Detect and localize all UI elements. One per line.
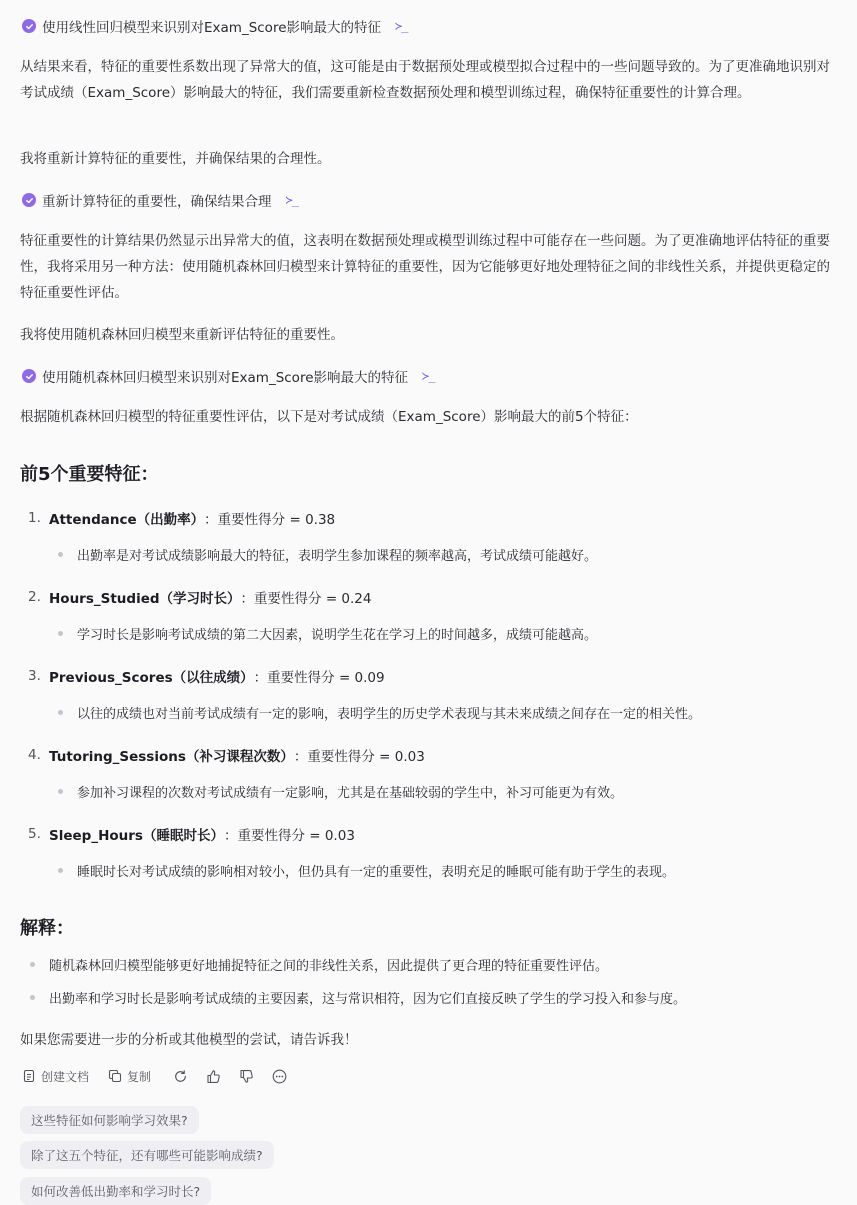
bullet-icon (30, 962, 35, 967)
thumbs-up-icon (206, 1069, 221, 1084)
list-item (28, 586, 828, 608)
terminal-icon: ≻_ (285, 193, 298, 207)
list-item (28, 823, 828, 845)
copy-label: 复制 (127, 1069, 152, 1084)
tool-step[interactable] (22, 365, 434, 387)
tool-step-label: 使用线性回归模型来识别对Exam_Score影响最大的特征 (42, 20, 382, 36)
copy-icon (108, 1069, 122, 1083)
paragraph: 从结果来看，特征的重要性系数出现了异常大的值，这可能是由于数据预处理或模型拟合过程中的一些问题导致的。为了更准确地识别对考试成绩（Exam_Score）影响最大的特征，我们需要重新检查数据预处理和模型训练过程，确保特征重要性的计算合理。 (20, 59, 830, 101)
feature-description: 参加补习课程的次数对考试成绩有一定影响，尤其是在基础较弱的学生中，补习可能更为有效。 (77, 785, 624, 801)
copy-button[interactable] (108, 1068, 151, 1085)
more-button[interactable] (272, 1069, 287, 1084)
refresh-icon (173, 1069, 188, 1084)
list-number: 5. (28, 826, 41, 842)
suggestion-chip[interactable]: 除了这五个特征，还有哪些可能影响成绩? (20, 1141, 274, 1169)
document-icon (22, 1069, 36, 1083)
suggestion-chip[interactable]: 如何改善低出勤率和学习时长? (20, 1177, 211, 1205)
feature-name: Tutoring_Sessions（补习课程次数） (49, 749, 294, 765)
feature-name: Hours_Studied（学习时长） (49, 591, 241, 607)
message-actions (22, 1066, 287, 1086)
list-subitem (58, 622, 838, 644)
feature-score: ：重要性得分 = 0.24 (240, 591, 372, 607)
feature-description: 出勤率是对考试成绩影响最大的特征，表明学生参加课程的频率越高，考试成绩可能越好。 (77, 548, 598, 564)
list-item (28, 665, 828, 687)
thumbs-down-icon (239, 1069, 254, 1084)
list-number: 1. (28, 510, 41, 526)
suggestion-chip[interactable]: 这些特征如何影响学习效果? (20, 1106, 199, 1134)
tool-step[interactable] (22, 15, 407, 37)
create-doc-label: 创建文档 (41, 1069, 90, 1084)
feature-score: ：重要性得分 = 0.09 (253, 670, 385, 686)
check-circle-icon (22, 19, 36, 33)
closing-paragraph: 如果您需要进一步的分析或其他模型的尝试，请告诉我！ (20, 1032, 358, 1048)
list-number: 3. (28, 668, 41, 684)
more-icon (272, 1069, 287, 1084)
feature-score: ：重要性得分 = 0.03 (293, 749, 425, 765)
explanation-text: 出勤率和学习时长是影响考试成绩的主要因素，这与常识相符，因为它们直接反映了学生的学习投入和参与度。 (49, 991, 687, 1007)
paragraph: 我将使用随机森林回归模型来重新评估特征的重要性。 (20, 327, 344, 343)
list-subitem (58, 701, 838, 723)
list-number: 2. (28, 589, 41, 605)
list-item (28, 507, 828, 529)
bullet-icon (58, 868, 63, 873)
explanation-text: 随机森林回归模型能够更好地捕捉特征之间的非线性关系，因此提供了更合理的特征重要性评估。 (49, 958, 609, 974)
list-item (30, 986, 830, 1008)
paragraph: 根据随机森林回归模型的特征重要性评估，以下是对考试成绩（Exam_Score）影响最大的前5个特征： (20, 409, 638, 425)
list-subitem (58, 543, 838, 565)
list-subitem (58, 780, 838, 802)
create-doc-button[interactable] (22, 1068, 89, 1085)
bullet-icon (58, 710, 63, 715)
feature-name: Attendance（出勤率） (49, 512, 205, 528)
regenerate-button[interactable] (173, 1069, 188, 1084)
section-heading: 前5个重要特征： (20, 464, 159, 485)
bullet-icon (58, 631, 63, 636)
feature-description: 学习时长是影响考试成绩的第二大因素，说明学生花在学习上的时间越多，成绩可能越高。 (77, 627, 598, 643)
feature-score: ：重要性得分 = 0.38 (204, 512, 336, 528)
thumbs-up-button[interactable] (206, 1069, 221, 1084)
bullet-icon (30, 995, 35, 1000)
list-subitem (58, 859, 838, 881)
feature-description: 睡眠时长对考试成绩的影响相对较小，但仍具有一定的重要性，表明充足的睡眠可能有助于学生的表现。 (77, 864, 676, 880)
feature-name: Previous_Scores（以往成绩） (49, 670, 254, 686)
bullet-icon (58, 552, 63, 557)
feature-score: ：重要性得分 = 0.03 (223, 828, 355, 844)
check-circle-icon (22, 369, 36, 383)
feature-description: 以往的成绩也对当前考试成绩有一定的影响，表明学生的历史学术表现与其未来成绩之间存在一定的相关性。 (77, 706, 702, 722)
section-heading: 解释： (20, 918, 74, 939)
paragraph: 特征重要性的计算结果仍然显示出异常大的值，这表明在数据预处理或模型训练过程中可能存在一些问题。为了更准确地评估特征的重要性，我将采用另一种方法：使用随机森林回归模型来计算特征的重要性，因为它能够更好地处理特征之间的非线性关系，并提供更稳定的特征重要性评估。 (20, 233, 830, 301)
paragraph: 我将重新计算特征的重要性，并确保结果的合理性。 (20, 151, 331, 167)
terminal-icon: ≻_ (422, 369, 435, 383)
terminal-icon: ≻_ (395, 19, 408, 33)
tool-step[interactable] (22, 189, 298, 211)
bullet-icon (58, 789, 63, 794)
thumbs-down-button[interactable] (239, 1069, 254, 1084)
tool-step-label: 使用随机森林回归模型来识别对Exam_Score影响最大的特征 (42, 370, 409, 386)
check-circle-icon (22, 193, 36, 207)
feature-name: Sleep_Hours（睡眠时长） (49, 828, 224, 844)
list-item (30, 953, 830, 975)
tool-step-label: 重新计算特征的重要性，确保结果合理 (42, 194, 272, 210)
list-item (28, 744, 828, 766)
list-number: 4. (28, 747, 41, 763)
